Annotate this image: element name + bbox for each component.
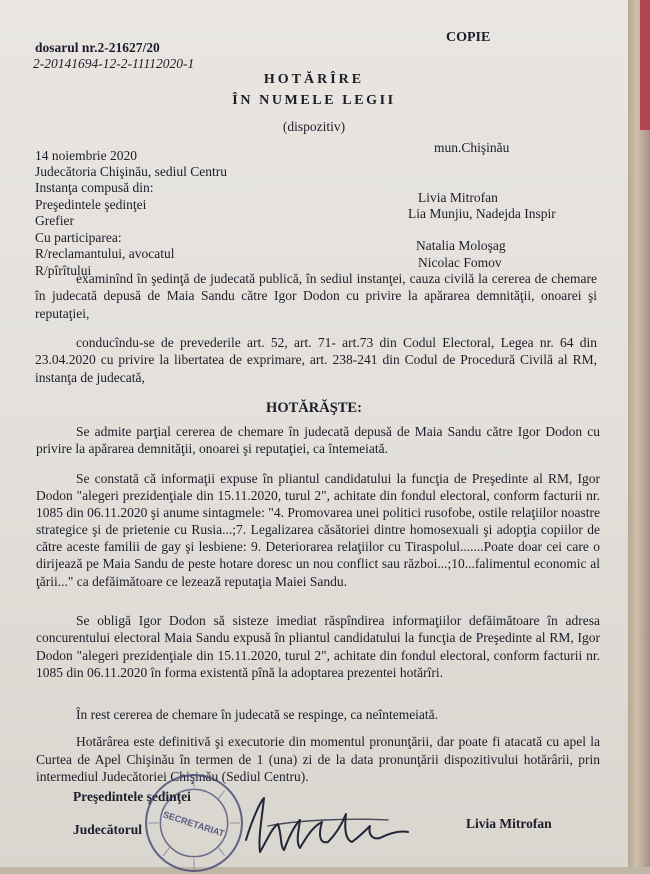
page-edge [628,0,650,867]
ruling-partial-admission: Se admite parţial cererea de chemare în judecată depusă de Maia Sandu către Igor Dodon cu privire la apărarea demnităţii, onoarei şi reputaţiei, ca întemeiată. [36,424,600,457]
defendant-rep-name: Nicolac Fomov [418,255,502,270]
case-id: 2-20141694-12-2-11112020-1 [33,56,195,71]
intro-paragraph-examination: examinînd în şedinţă de judecată publică, în sediul instanţei, cauza civilă la cererea de chemare în judecată depusă de Maia Sandu către Igor Dodon cu privire la apărarea demnităţii, onoarei şi reputaţiei, [35,271,597,321]
document-subtitle: ÎN NUMELE LEGII [232,93,396,108]
claimant-rep-label: R/reclamantului, avocatul [35,246,175,261]
case-number: dosarul nr.2-21627/20 [35,40,160,55]
signature-judge-name: Livia Mitrofan [466,816,552,831]
clerk-label: Grefier [35,213,74,228]
president-label: Preşedintele şedinţei [35,197,147,212]
ruling-finality-appeal: Hotărârea este definitivă şi executorie din momentul pronunţării, dar poate fi atacată cu apel la Curtea de Apel Chişinău în termen de 1 (una) zi de la data pronunţării dispozitivului hotărârii, prin intermediul Judecătoriei Chişinău (Sediul Centru). [36,734,600,785]
signature-judge-label: Judecătorul [73,822,142,837]
composition-label: Instanţa compusă din: [35,180,154,195]
clerk-name: Lia Munjiu, Nadejda Inspir [408,206,556,221]
decision-place: mun.Chişinău [434,140,510,155]
svg-text:SECRETARIAT: SECRETARIAT [161,809,226,839]
president-name: Livia Mitrofan [418,190,498,205]
court-seal-stamp [143,772,245,874]
participation-label: Cu participarea: [35,230,122,245]
decides-heading: HOTĂRĂŞTE: [266,400,362,416]
decision-date: 14 noiembrie 2020 [35,148,137,163]
intro-paragraph-legal-basis: conducîndu-se de prevederile art. 52, art. 71- art.73 din Codul Electoral, Legea nr. 64 din 23.04.2020 cu privire la libertatea de exprimare, art. 238-241 din Codul de Procedură Civilă al RM, instanţa de judecată, [35,335,597,385]
judge-signature [238,790,428,862]
document-title: HOTĂRÎRE [263,72,365,87]
ruling-defamation-finding: Se constată că informaţii expuse în pliantul candidatului la funcţia de Preşedinte al RM, Igor Dodon "alegeri prezidenţiale din 15.11.2020, turul 2", achitate din fondul electoral, conform facturii nr. 1085 din 06.11.2020 şi anume sintagmele: "4. Promovarea unei politici rusofobe, ostile relaţiilor noastre strategice şi de prietenie cu Rusia...;7. Legalizarea căsătoriei dintre homosexuali şi adopţia copiilor de către aceste familii de gay şi lesbiene: 9. Deteriorarea relaţiilor cu Tiraspolul.......Poate doar cei care o dirijează pe Maia Sandu de peste hotare doresc un nou conflict sau război...;10...falimentul economic al ţării..." ca defăimătoare ce lezează reputaţia Maiei Sandu. [36,471,600,589]
ruling-obligation: Se obligă Igor Dodon să sisteze imediat răspîndirea informaţiilor defăimătoare în adresa concurentului electoral Maia Sandu expusă în pliantul candidatului la funcţia de Preşedinte al RM, Igor Dodon "alegeri prezidenţiale din 15.11.2020, turul 2", achitate din fondul electoral, conform facturii nr. 1085 din 06.11.2020 în forma existentă pînă la adoptarea prezentei hotărîri. [36,613,600,681]
signature-president-label: Preşedintele şedinţei [73,789,191,804]
court-name: Judecătoria Chişinău, sediul Centru [35,164,227,179]
ruling-rejection: În rest cererea de chemare în judecată se respinge, ca neîntemeiată. [76,707,439,722]
document-kind: (dispozitiv) [282,119,346,134]
folder-edge [640,0,650,130]
defendant-rep-label: R/pîrîtului [35,263,92,278]
copy-mark: COPIE [446,30,491,45]
claimant-rep-name: Natalia Moloşag [416,238,506,253]
